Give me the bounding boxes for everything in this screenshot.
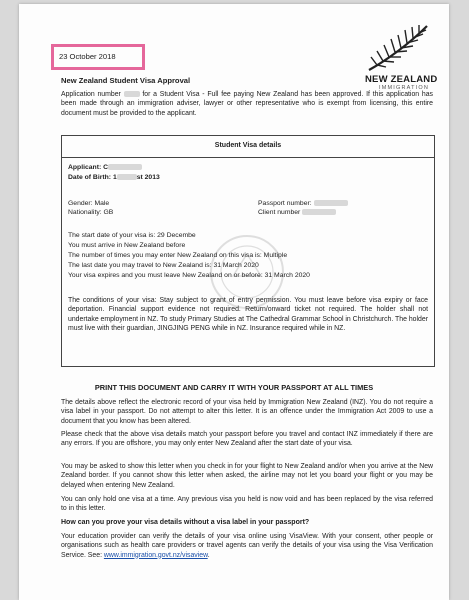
client-number: Client number [258, 209, 336, 216]
logo-subtitle: IMMIGRATION [379, 85, 430, 91]
letter-date: 23 October 2018 [51, 44, 145, 70]
verification-paragraph: Your education provider can verify the details of your visa online using VisaView. With your consent, other people or organisations such as health care providers or travel agents can verify the details of your visa using the Visa Verification Service. See: www.immigration.govt.nz/visaview. [61, 533, 433, 559]
paragraph-one-visa: You can only hold one visa at a time. Any previous visa you held is now void and has been replaced by the visa referred to in this letter. [61, 496, 433, 513]
visa-expiry-date: Your visa expires and you must leave New Zealand on or before: 31 March 2020 [68, 272, 310, 279]
paragraph-check-details: Please check that the above visa details match your passport before you travel and contact INZ immediately if there are any errors. If you are offshore, you may only enter New Zealand after the start date of your visa. [61, 431, 433, 448]
arrival-deadline: You must arrive in New Zealand before [68, 242, 186, 249]
passport-number: Passport number: [258, 200, 348, 207]
silver-fern-icon [357, 22, 437, 74]
applicant-row: Applicant: C [68, 164, 142, 171]
watermark-seal-icon [207, 232, 287, 312]
proof-subheading: How can you prove your visa details without a visa label in your passport? [61, 519, 310, 526]
redacted-application-number [124, 91, 140, 97]
dob-row: Date of Birth: 1 st 2013 [68, 174, 160, 181]
visa-details-title: Student Visa details [214, 142, 282, 149]
intro-paragraph: Application number for a Student Visa - Full fee paying New Zealand has been approved. If this application has been made through an immigration adviser, lawyer or other representative who is exempt from licensing, this entire document must be provided to the applicant. [61, 91, 433, 117]
visa-start-date: The start date of your visa is: 29 Decembe [68, 232, 196, 239]
print-notice: PRINT THIS DOCUMENT AND CARRY IT WITH YOUR PASSPORT AT ALL TIMES [94, 383, 374, 392]
paragraph-show-letter: You may be asked to show this letter when you check in for your flight to New Zealand and/or when you arrive at the New Zealand border. If you cannot show this letter when asked, the airline may not let you board your flight or you may be delayed when entering New Zealand. [61, 463, 433, 489]
letter-heading: New Zealand Student Visa Approval [61, 76, 191, 85]
visaview-link[interactable]: www.immigration.govt.nz/visaview [103, 551, 208, 559]
document-page [19, 4, 449, 600]
entry-count: The number of times you may enter New Zealand on this visa is: Multiple [68, 252, 288, 259]
divider [62, 157, 434, 158]
last-travel-date: The last date you may travel to New Zealand is: 31 March 2020 [68, 262, 259, 269]
gender: Gender: Male [68, 200, 110, 207]
immigration-nz-logo [357, 22, 437, 92]
logo-title: NEW ZEALAND [365, 74, 438, 85]
nationality: Nationality: GB [68, 209, 114, 216]
paragraph-record: The details above reflect the electronic record of your visa held by Immigration New Zealand (INZ). You do not require a visa label in your passport. Do not attempt to alter this letter. It is an offence under the Immigration Act 2009 to use a document that you know has been altered. [61, 399, 433, 425]
visa-conditions: The conditions of your visa: Stay subject to grant of entry permission. You must leave before visa expiry or face deportation. Financial support evidence not required. Return/onward ticket not required. The holder shall not undertake employment in NZ. To study Primary Studies at The Cathedral Grammar School in Christchurch. The holder must live with their guardian, JINGJING PENG while in NZ. Insurance required while in NZ. [68, 297, 429, 332]
